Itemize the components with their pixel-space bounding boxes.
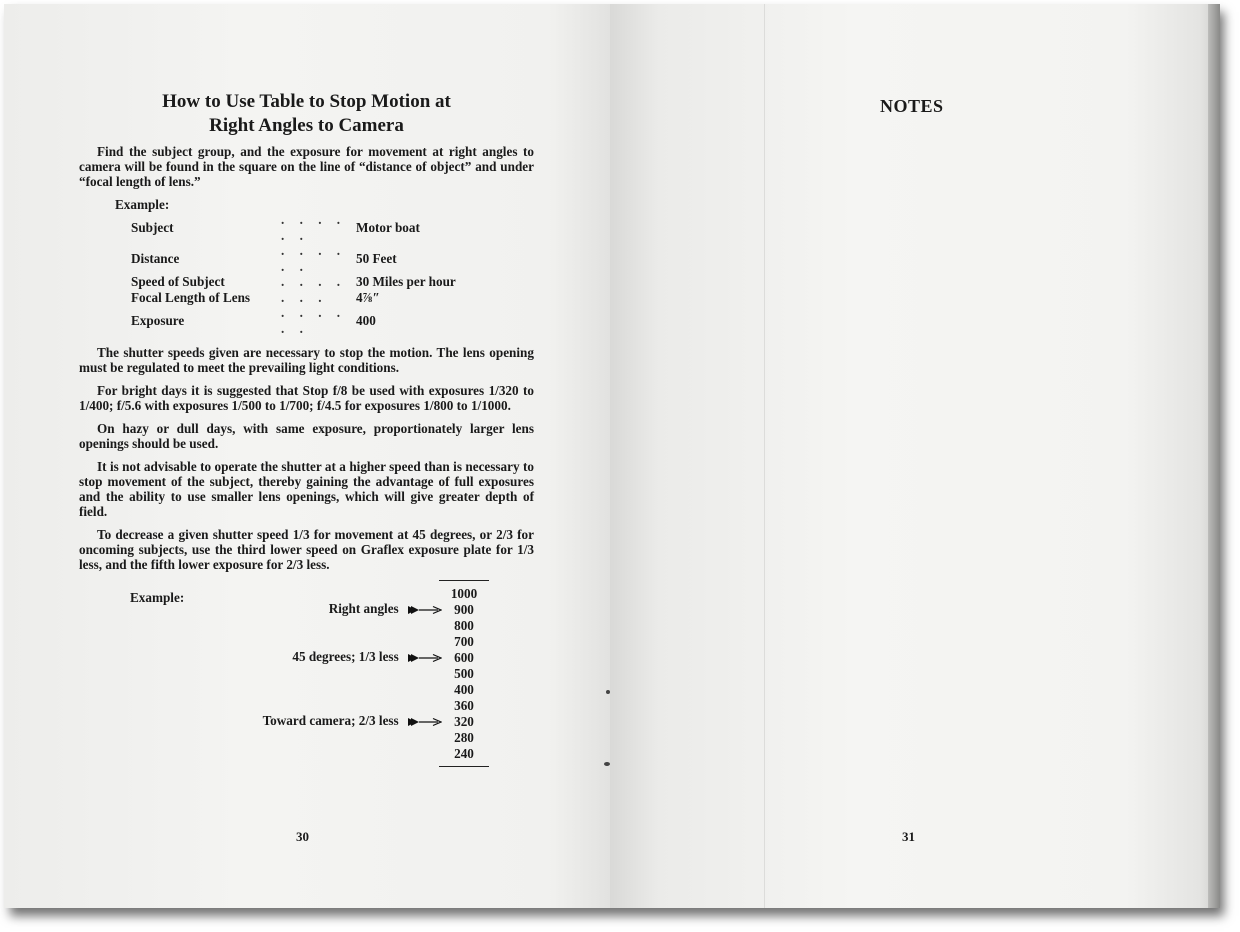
speed-value: 280	[454, 730, 474, 745]
speed-list	[439, 580, 489, 767]
page-edge-shadow	[1208, 4, 1220, 908]
example-row-value: 400	[356, 312, 376, 328]
pointer-label: Toward camera; 2/3 less	[262, 713, 399, 728]
example-row-label: Speed of Subject	[131, 274, 225, 289]
leader-dots: . . .	[281, 289, 328, 305]
speed-value: 900	[454, 602, 474, 617]
paragraph-bright-days: For bright days it is suggested that Stop f/8 be used with exposures 1/320 to 1/400; f/5.6 with exposures 1/500 to 1/700; f/4.5 for exposures 1/800 to 1/1000.	[79, 383, 534, 413]
page-title	[79, 90, 534, 138]
pointer-label: Right angles	[328, 601, 399, 616]
example-row	[131, 212, 456, 243]
pointer-label: 45 degrees; 1/3 less	[292, 649, 399, 664]
arrow-right-icon	[408, 653, 442, 663]
example-row	[131, 305, 456, 336]
example-label: Example:	[115, 197, 170, 212]
title-line-2: Right Angles to Camera	[209, 115, 404, 136]
page-fold-line	[764, 4, 765, 908]
example2-label: Example:	[130, 590, 185, 605]
example-row	[131, 290, 456, 306]
binding-mark	[606, 690, 610, 694]
pointer-45-degrees	[292, 649, 442, 665]
example-row-label: Focal Length of Lens	[131, 289, 251, 305]
paragraph-hazy-days: On hazy or dull days, with same exposure, proportionately larger lens openings should be used.	[79, 421, 534, 451]
speed-value: 1000	[450, 586, 478, 601]
pointer-toward-camera	[263, 713, 442, 729]
speed-value: 700	[454, 634, 474, 649]
example-row-value: 30 Miles per hour	[356, 274, 456, 289]
paragraph-not-advisable: It is not advisable to operate the shutter at a higher speed than is necessary to stop movement of the subject, thereby gaining the advantage of full exposures and the ability to use smaller lens openings, which will give greater depth of field.	[79, 459, 534, 519]
leader-dots: . . . .	[281, 274, 347, 289]
paragraph-decrease-speed: To decrease a given shutter speed 1/3 for movement at 45 degrees, or 2/3 for oncoming subjects, use the third lower speed on Graflex exposure plate for 1/3 less, and the fifth lower exposure for 2/3 less.	[79, 527, 534, 572]
example-row-label: Distance	[131, 250, 180, 266]
arrow-right-icon	[408, 605, 442, 615]
page-number-right: 31	[902, 829, 915, 844]
speed-value: 600	[454, 650, 474, 665]
example-table	[131, 212, 456, 336]
binding-mark	[604, 762, 610, 766]
notes-heading: NOTES	[880, 96, 944, 116]
example-row-value: Motor boat	[356, 219, 420, 235]
page-number-left: 30	[296, 829, 309, 844]
pointer-right-angles	[329, 601, 442, 617]
speed-example	[79, 580, 534, 780]
arrow-right-icon	[408, 717, 442, 727]
speed-value: 500	[454, 666, 474, 681]
paragraph-shutter-speeds: The shutter speeds given are necessary to stop the motion. The lens opening must be regulated to meet the prevailing light conditions.	[79, 345, 534, 375]
speed-value: 800	[454, 618, 474, 633]
speed-value: 400	[454, 682, 474, 697]
example-row-label: Subject	[131, 219, 174, 235]
left-page-content	[79, 90, 534, 780]
speed-value: 320	[454, 714, 474, 729]
intro-paragraph: Find the subject group, and the exposure for movement at right angles to camera will be found in the square on the line of “distance of object” and under “focal length of lens.”	[79, 144, 534, 189]
example-row	[131, 243, 456, 274]
right-page	[610, 4, 1218, 908]
leader-dots: . . . . . .	[281, 243, 347, 274]
speed-value: 360	[454, 698, 474, 713]
example-row-value: 4⅞″	[356, 289, 380, 305]
example-row-label: Exposure	[131, 312, 185, 328]
example-row-value: 50 Feet	[356, 250, 397, 266]
title-line-1: How to Use Table to Stop Motion at	[162, 91, 451, 112]
leader-dots: . . . . . .	[281, 212, 347, 243]
speed-value: 240	[454, 746, 474, 761]
example-row	[131, 274, 456, 290]
leader-dots: . . . . . .	[281, 305, 347, 336]
